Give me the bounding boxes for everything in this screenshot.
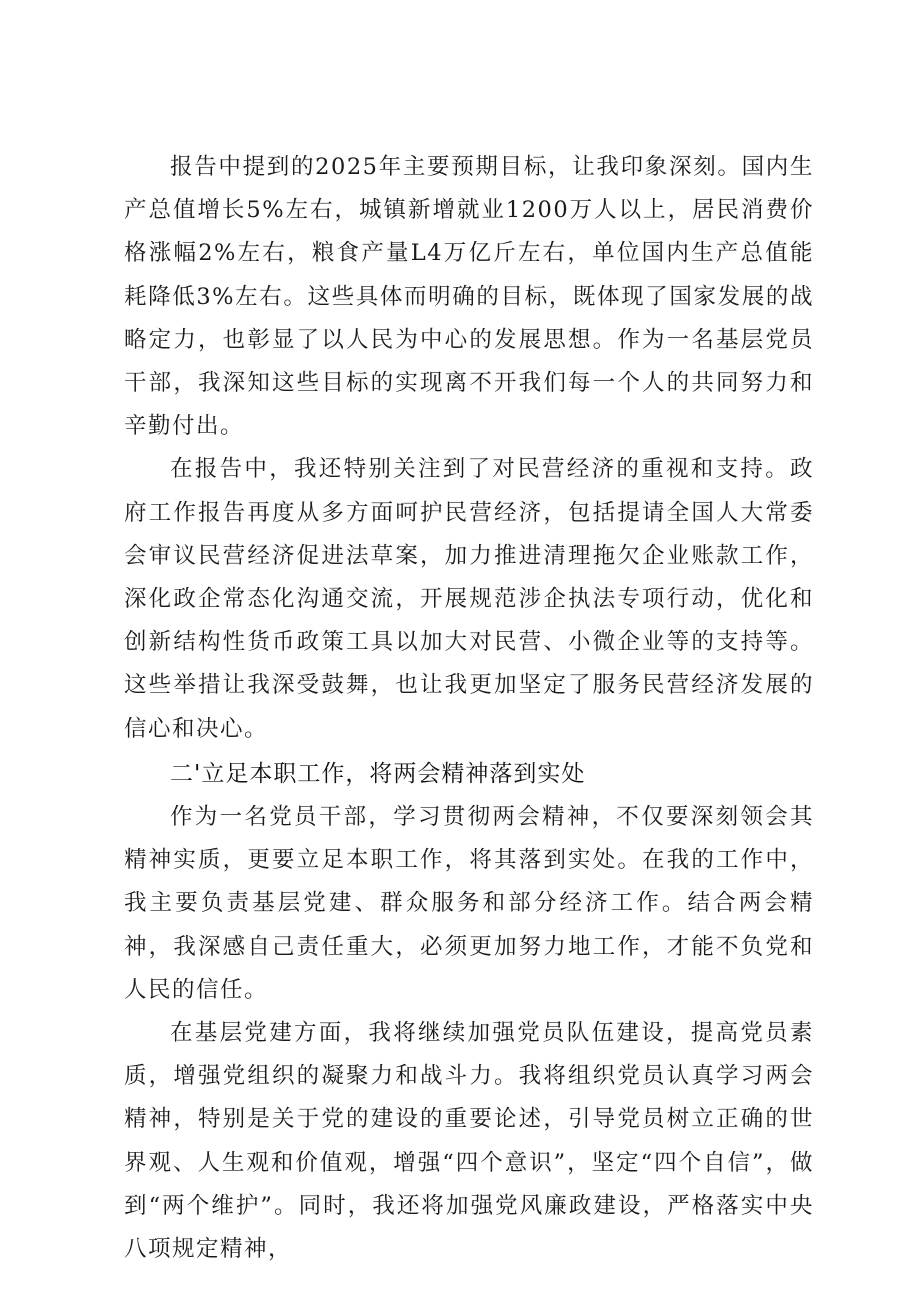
- paragraph-targets: 报告中提到的2025年主要预期目标，让我印象深刻。国内生产总值增长5%左右，城镇新增就业1200万人以上，居民消费价格涨幅2%左右，粮食产量L4万亿斤左右，单位国内生产总值能耗降低3%左右。这些具体而明确的目标，既体现了国家发展的战略定力，也彰显了以人民为中心的发展思想。作为一名基层党员干部，我深知这些目标的实现离不开我们每一个人的共同努力和辛勤付出。: [124, 154, 814, 440]
- paragraph-party-cadre: 作为一名党员干部，学习贯彻两会精神，不仅要深刻领会其精神实质，更要立足本职工作，将其落到实处。在我的工作中，我主要负责基层党建、群众服务和部分经济工作。结合两会精神，我深感自己责任重大，必须更加努力地工作，才能不负党和人民的信任。: [124, 804, 814, 1003]
- document-body: [124, 146, 814, 1271]
- paragraph-private-economy: 在报告中，我还特别关注到了对民营经济的重视和支持。政府工作报告再度从多方面呵护民营经济，包括提请全国人大常委会审议民营经济促进法草案，加力推进清理拖欠企业账款工作，深化政企常态化沟通交流，开展规范涉企执法专项行动，优化和创新结构性货币政策工具以加大对民营、小微企业等的支持等。这些举措让我深受鼓舞，也让我更加坚定了服务民营经济发展的信心和决心。: [124, 456, 814, 742]
- paragraph-party-building: 在基层党建方面，我将继续加强党员队伍建设，提高党员素质，增强党组织的凝聚力和战斗力。我将组织党员认真学习两会精神，特别是关于党的建设的重要论述，引导党员树立正确的世界观、人生观和价值观，增强“四个意识”，坚定“四个自信”，做到“两个维护”。同时，我还将加强党风廉政建设，严格落实中央八项规定精神，: [124, 1020, 814, 1263]
- section-heading: 二'立足本职工作，将两会精神落到实处: [170, 760, 586, 787]
